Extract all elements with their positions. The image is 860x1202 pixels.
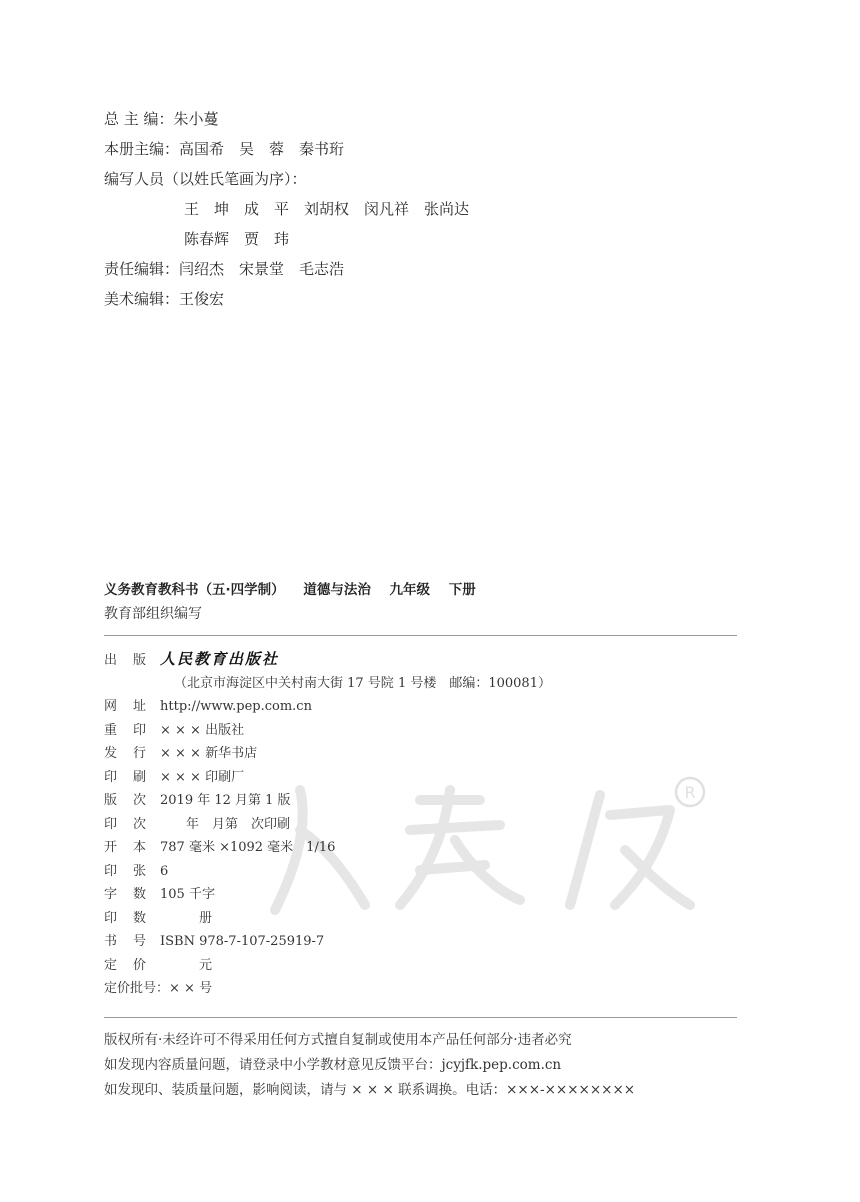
art-editor-line bbox=[104, 284, 744, 314]
print-run-row bbox=[104, 907, 737, 931]
sheets-label: 印 张 bbox=[104, 863, 146, 879]
reprint-value: × × × 出版社 bbox=[160, 722, 245, 738]
book-compiler: 教育部组织编写 bbox=[104, 606, 202, 622]
price-approval-row bbox=[104, 977, 737, 1001]
publisher-row bbox=[104, 648, 737, 672]
isbn-row bbox=[104, 930, 737, 954]
word-count-label: 字 数 bbox=[104, 887, 146, 902]
chief-editor-label: 总 主 编： bbox=[104, 110, 174, 128]
book-volume: 下册 bbox=[448, 582, 476, 598]
print-feedback-notice: 如发现印、装质量问题，影响阅读，请与 × × × 联系调换。电话：×××-×××××××× bbox=[104, 1082, 636, 1098]
responsible-editors-names: 闫绍杰 宋景堂 毛志浩 bbox=[179, 260, 345, 278]
website-url: http://www.pep.com.cn bbox=[160, 699, 312, 714]
website-row bbox=[104, 695, 737, 719]
volume-editors-label: 本册主编： bbox=[104, 140, 180, 158]
distribution-row bbox=[104, 742, 737, 766]
footer-notices bbox=[104, 1028, 744, 1103]
price-approval-value: × × 号 bbox=[169, 981, 213, 996]
book-grade: 九年级 bbox=[389, 582, 431, 598]
reprint-label: 重 印 bbox=[104, 722, 146, 738]
isbn-value: ISBN 978-7-107-25919-7 bbox=[160, 934, 325, 949]
price-row bbox=[104, 954, 737, 978]
printing-label: 印 刷 bbox=[104, 769, 146, 785]
printing-value: × × × 印刷厂 bbox=[160, 769, 245, 785]
edition-value: 2019 年 12 月第 1 版 bbox=[160, 793, 291, 808]
art-editor-label: 美术编辑： bbox=[104, 290, 180, 308]
distribution-label: 发 行 bbox=[104, 746, 146, 761]
word-count-row bbox=[104, 883, 737, 907]
format-label: 开 本 bbox=[104, 840, 146, 855]
impression-row bbox=[104, 813, 737, 837]
print-run-label: 印 数 bbox=[104, 910, 146, 926]
writers-names-line-1: 王 坤 成 平 刘胡权 闵凡祥 张尚达 bbox=[184, 200, 470, 218]
sheets-row bbox=[104, 860, 737, 884]
responsible-editors-line bbox=[104, 254, 744, 284]
book-subject: 道德与法治 bbox=[303, 582, 371, 598]
editorial-credits bbox=[104, 104, 744, 314]
top-divider bbox=[104, 635, 737, 636]
volume-editors-names: 高国希 吴 蓉 秦书珩 bbox=[179, 140, 345, 158]
price-approval-label: 定价批号： bbox=[104, 981, 170, 996]
price-value: 元 bbox=[160, 957, 213, 973]
copyright-notice: 版权所有·未经许可不得采用任何方式擅自复制或使用本产品任何部分·违者必究 bbox=[104, 1032, 572, 1048]
sheets-value: 6 bbox=[160, 863, 169, 879]
publisher-label: 出 版 bbox=[104, 653, 146, 668]
edition-row bbox=[104, 789, 737, 813]
printing-row bbox=[104, 766, 737, 790]
impression-value: 年 月第 次印刷 bbox=[160, 816, 291, 832]
format-row bbox=[104, 836, 737, 860]
distribution-value: × × × 新华书店 bbox=[160, 746, 258, 761]
format-value: 787 毫米 ×1092 毫米 1/16 bbox=[160, 840, 336, 855]
bottom-divider bbox=[104, 1017, 737, 1018]
writers-label: 编写人员（以姓氏笔画为序）： bbox=[104, 170, 307, 188]
edition-label: 版 次 bbox=[104, 793, 146, 808]
publisher-address-row bbox=[104, 672, 737, 696]
volume-editors-line bbox=[104, 134, 744, 164]
reprint-row bbox=[104, 719, 737, 743]
writers-names-line-2: 陈春辉 贾 玮 bbox=[184, 230, 290, 248]
publisher-name: 人民教育出版社 bbox=[160, 650, 280, 668]
chief-editor-name: 朱小蔓 bbox=[173, 110, 219, 128]
publisher-address: （北京市海淀区中关村南大街 17 号院 1 号楼 邮编：100081） bbox=[174, 675, 551, 691]
book-series: 义务教育教科书（五·四学制） bbox=[104, 582, 285, 598]
svg-text:R: R bbox=[684, 783, 696, 802]
website-label: 网 址 bbox=[104, 699, 146, 714]
impression-label: 印 次 bbox=[104, 816, 146, 832]
price-label: 定 价 bbox=[104, 957, 146, 973]
responsible-editors-label: 责任编辑： bbox=[104, 260, 180, 278]
publication-info bbox=[104, 648, 737, 1001]
print-run-value: 册 bbox=[160, 910, 213, 926]
isbn-label: 书 号 bbox=[104, 934, 146, 949]
word-count-value: 105 千字 bbox=[160, 887, 215, 902]
art-editor-name: 王俊宏 bbox=[179, 290, 225, 308]
content-feedback-notice: 如发现内容质量问题，请登录中小学教材意见反馈平台：jcyjfk.pep.com.cn bbox=[104, 1057, 562, 1073]
book-title bbox=[104, 578, 490, 598]
chief-editor-line bbox=[104, 104, 744, 134]
